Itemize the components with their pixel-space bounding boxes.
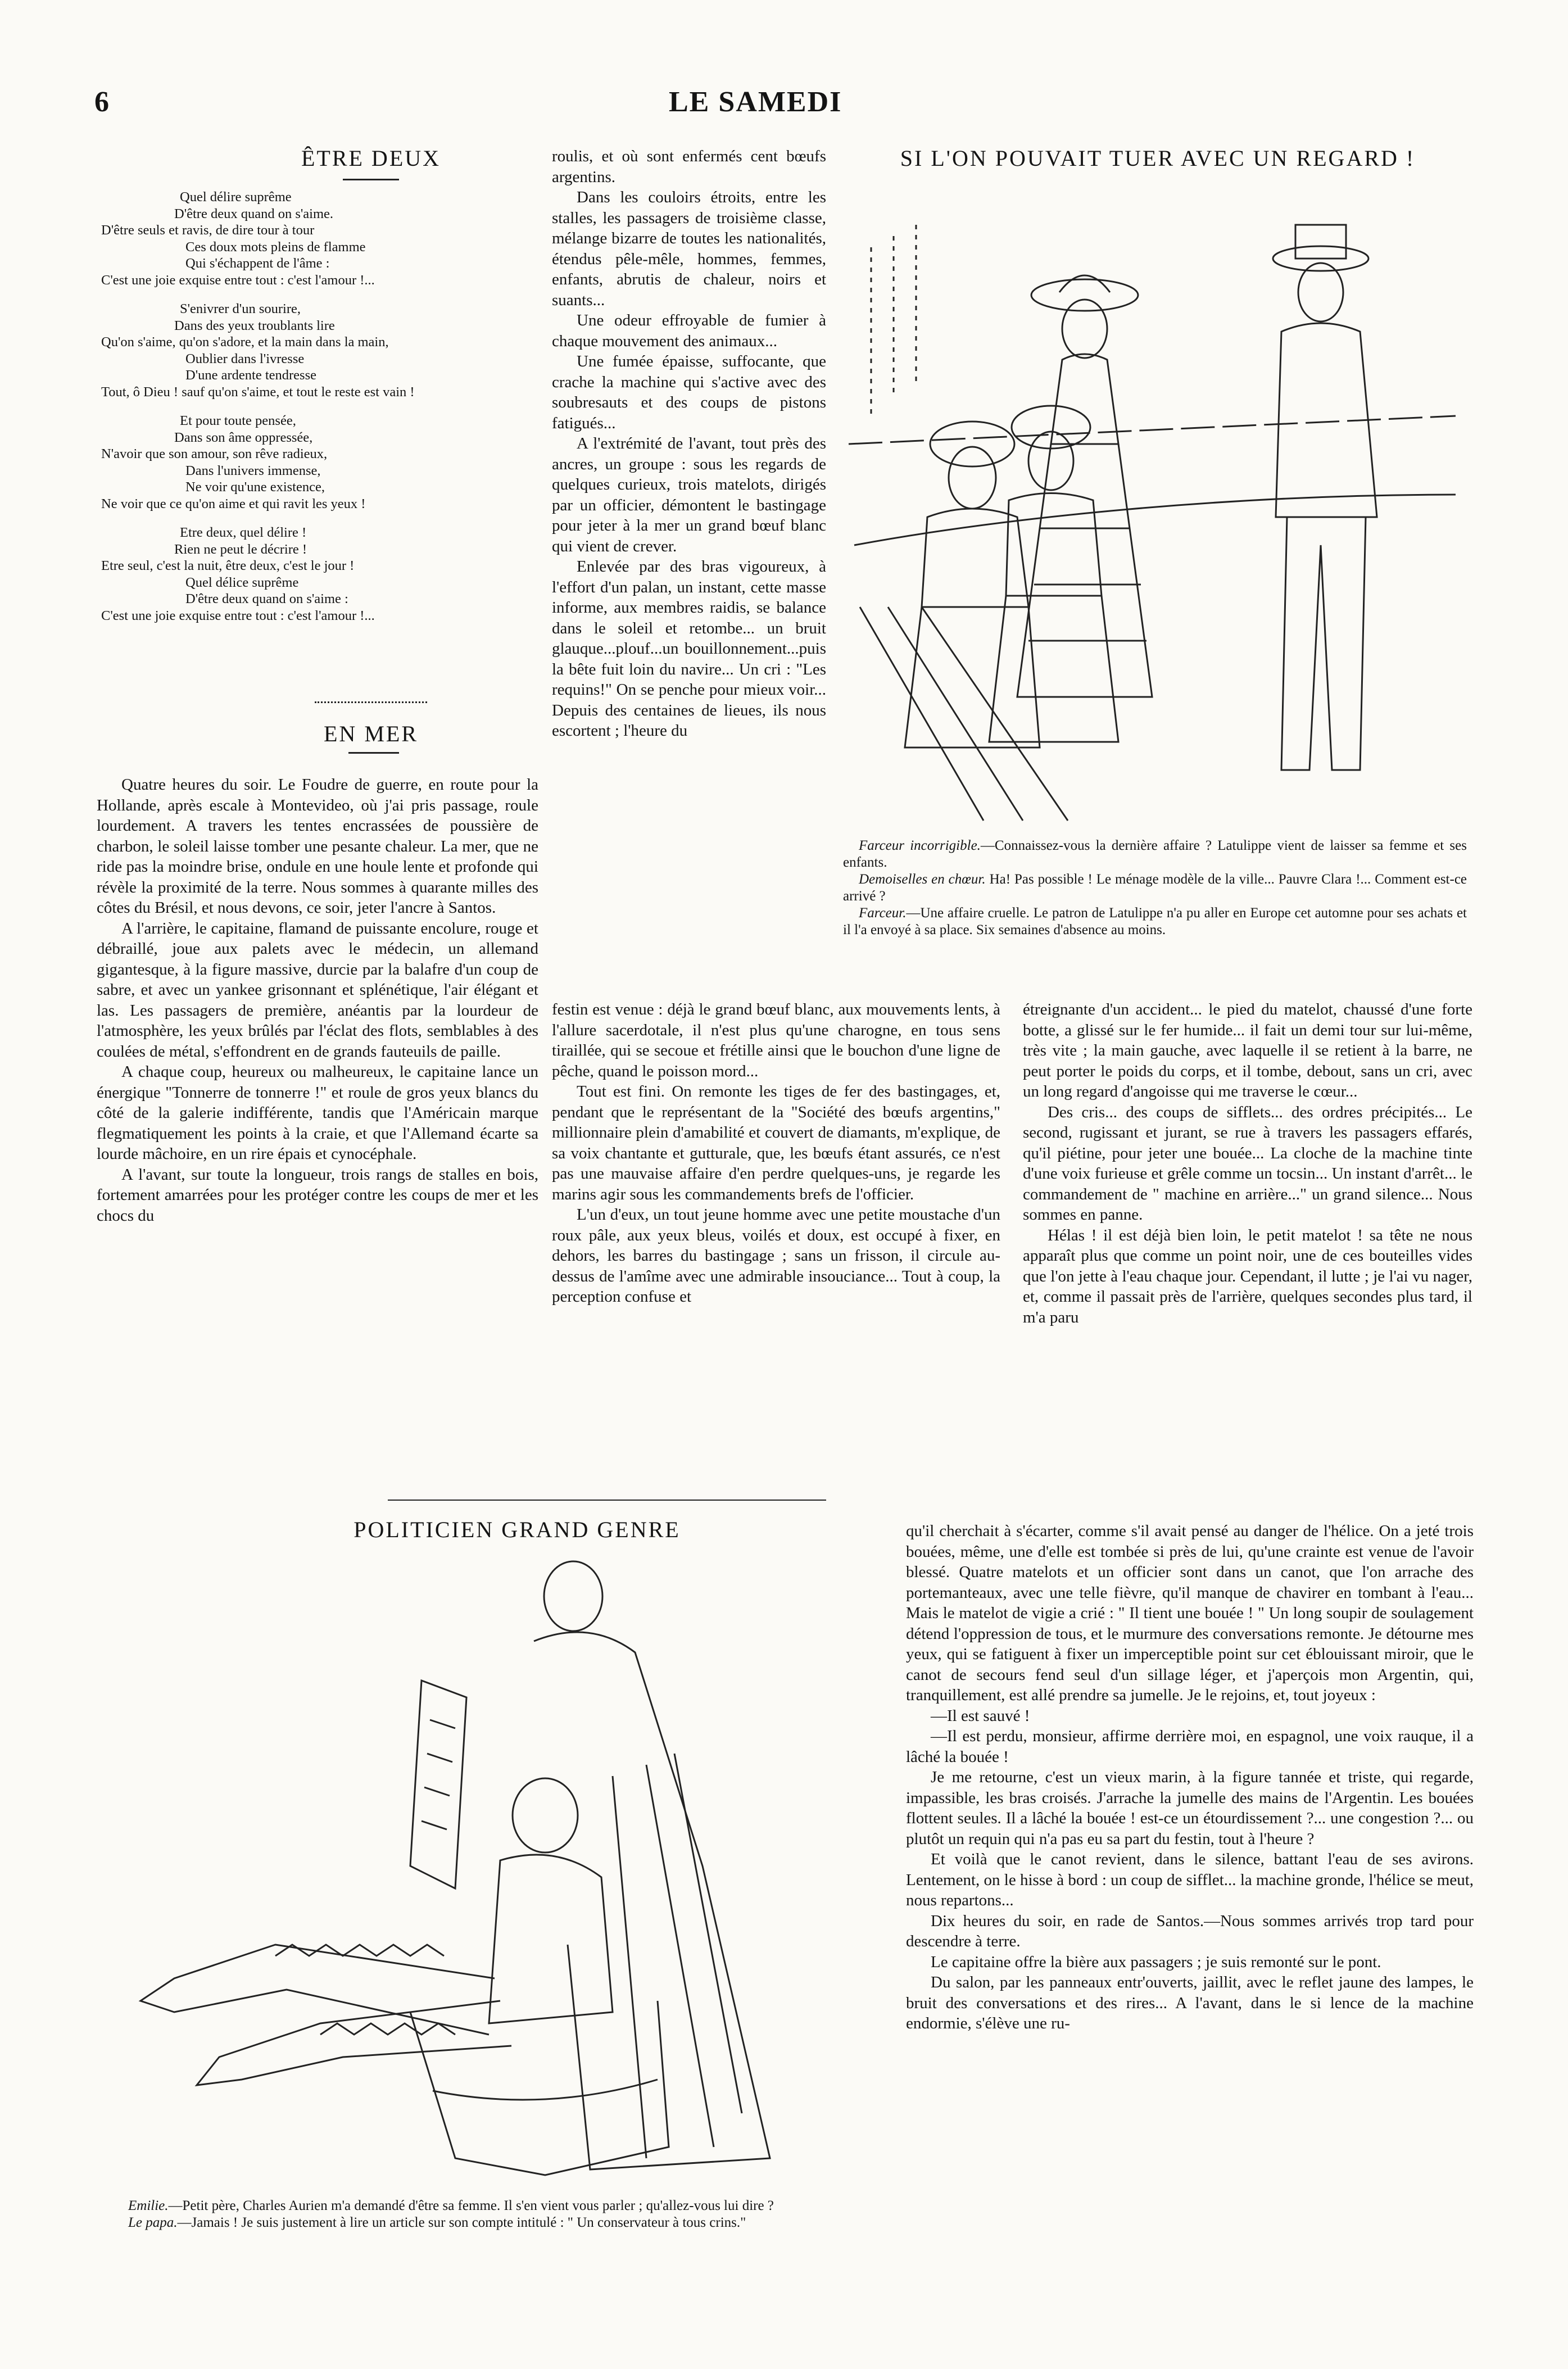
poem-line: Dans son âme oppressée, [174,429,313,445]
poem-stanza [101,413,540,512]
caption-speaker: Demoiselles en chœur. [859,872,986,887]
story-paragraph: A chaque coup, heureux ou malheureux, le capitaine lance un énergique "Tonnerre de tonnerre !" et roule de gros yeux blancs du côté de la galerie indifférente, tandis que l'Américain marque flegmatiquement les points à la craie, et que l'Allemand écarte sa lourde mâchoire, en un rire épais et cynocéphale. [97,1063,538,1163]
story-column-2 [552,146,826,741]
poem-line: D'être seuls et ravis, de dire tour à tour [101,223,315,238]
poem-line: C'est une joie exquise entre tout : c'est l'amour !... [101,272,375,288]
story-paragraph: Quatre heures du soir. Le Foudre de guerre, en route pour la Hollande, après escale à Montevideo, où j'ai pris passage, roule lourdement. A travers les tentes encrassées de poussière de charbon, le soleil laisse tomber une pesante chaleur. La mer, que ne ride pas la moindre brise, ondule en une houle lente et profonde qui révèle la proximité de la terre. Nous sommes à quarante milles des côtes du Brésil, et nous devons, ce soir, jeter l'ancre à Santos. [97,776,538,917]
caption-speaker: Farceur incorrigible. [859,838,981,853]
poem-line: D'être deux quand on s'aime. [174,206,334,221]
story-paragraph: roulis, et où sont enfermés cent bœufs argentins. [552,147,826,186]
caption-line [112,2214,894,2231]
story-paragraph: festin est venue : déjà le grand bœuf blanc, aux mouvements lents, à l'allure sacerdotale, il n'est plus qu'une charogne, en tous sens tiraillée, qui se secoue et frétille ainsi que le bouchon d'une ligne de pêche, quand le poisson mord... [552,1000,1000,1080]
story-column-3-continued [906,1521,1474,2034]
poem-stanza [101,524,540,624]
story-paragraph: Le capitaine offre la bière aux passagers ; je suis remonté sur le pont. [931,1953,1381,1971]
poem-line: N'avoir que son amour, son rêve radieux, [101,446,328,461]
poem-end-rule [315,701,427,703]
caption-line [843,837,1467,871]
story-paragraph: Enlevée par des bras vigoureux, à l'effort d'un palan, un instant, cette masse informe, aux membres raidis, se balance dans le soleil et retombe... un bruit glauque...plouf...un bouillonnement...puis la bête fuit loin du navire... Un cri : "Les requins!" On se penche pour mieux voir... Depuis des centaines de lieues, ils nous escortent ; l'heure du [552,558,826,740]
caption-line [112,2198,894,2214]
poem-line: Dans des yeux troublants lire [174,318,335,333]
story-paragraph: Hélas ! il est déjà bien loin, le petit matelot ! sa tête ne nous apparaît plus que comme un point noir, une de ces bouteilles vides que l'on jette à l'eau chaque jour. Cependant, il lutte ; je l'ai vu nager, et, comme il passait près de l'arrière, quelques secondes plus tard, il m'a paru [1023,1226,1472,1326]
poem-stanza [101,301,540,400]
story-paragraph: —Il est perdu, monsieur, affirme derrière moi, en espagnol, une voix rauque, il a lâché la bouée ! [906,1727,1474,1766]
cartoon-bottom-title: POLITICIEN GRAND GENRE [354,1517,681,1542]
poem-title: ÊTRE DEUX [301,146,441,171]
poem-line: Etre deux, quel délire ! [180,525,307,540]
poem-line: Et pour toute pensée, [180,413,296,428]
story-title: EN MER [324,721,418,746]
poem-body [101,189,540,636]
poem-line: Etre seul, c'est la nuit, être deux, c'est le jour ! [101,558,355,573]
page-number: 6 [94,86,110,118]
story-paragraph: L'un d'eux, un tout jeune homme avec une petite moustache d'un roux pâle, aux yeux bleus, voilés et doux, est occupé à fixer, en dehors, les barres du bastingage ; sans un frisson, il circule au-dessus de l'amîme avec une admirable insouciance... Tout à coup, la perception confuse et [552,1206,1000,1306]
story-paragraph: A l'avant, sur toute la longueur, trois rangs de stalles en bois, fortement amarrées pour les protéger contre les coups de mer et les chocs du [97,1165,538,1225]
poem-line: D'être deux quand on s'aime : [185,591,348,606]
story-paragraph: qu'il cherchait à s'écarter, comme s'il avait pensé au danger de l'hélice. On a jeté trois bouées, même, une d'elle est tombée si près de lui, qu'une crainte est venue de l'avoir blessé. Quatre matelots et un officier sont dans un canot, que l'on arrache des portemanteaux, avec une telle fièvre, qu'il manque de chavirer en tombant à l'eau... Mais le matelot de vigie a crié : " Il tient une bouée ! " Un long soupir de soulagement détend l'oppression de tous, et le murmure des conversations remonte. Je détourne mes yeux, qui se fatiguent à fixer un imperceptible point sur cet éblouissant miroir, que le canot de secours fend seul d'un sillage léger, et j'aperçois mon Argentin, qui, tranquillement, est allé prendre sa jumelle. Je le rejoins, et, tout joyeux : [906,1522,1474,1704]
caption-line [843,905,1467,939]
cartoon-bottom-illustration [107,1551,894,2192]
caption-speaker: Farceur. [859,905,907,921]
story-paragraph: étreignante d'un accident... le pied du matelot, chaussé d'une forte botte, a glissé sur le fer humide... il fait un demi tour sur lui-même, très vite ; la main gauche, avec laquelle il se retient à la barre, ne peut porter le poids du corps, et il tombe, debout, sans un cri, avec un long regard d'angoisse qui me traverse le cœur... [1023,1000,1472,1100]
story-title-rule [348,752,399,754]
poem-line: S'enivrer d'un sourire, [180,301,301,316]
story-paragraph: Dans les couloirs étroits, entre les stalles, les passagers de troisième classe, mélange bizarre de toutes les nationalités, étendus pêle-mêle, hommes, femmes, enfants, abrutis de chaleur, noirs et suants... [552,188,826,309]
poem-stanza [101,189,540,288]
story-paragraph: Une fumée épaisse, suffocante, que crache la machine qui s'active avec des soubresauts et des coups de pistons fatigués... [552,352,826,432]
caption-text: —Une affaire cruelle. Le patron de Latulippe n'a pu aller en Europe cet automne pour ses achats et il l'a envoyé à sa place. Six semaines d'absence au moins. [843,905,1467,937]
story-column-3 [1023,999,1472,1328]
caption-speaker: Le papa. [128,2215,178,2230]
caption-line [843,871,1467,905]
story-paragraph: Du salon, par les panneaux entr'ouverts, jaillit, avec le reflet jaune des lampes, le bruit des conversations et des rires... A l'avant, dans le si lence de la machine endormie, s'élève une ru- [906,1973,1474,2032]
poem-line: Quel délice suprême [185,574,299,590]
story-paragraph: Des cris... des coups de sifflets... des ordres précipités... Le second, rugissant et jurant, se rue à travers les passagers effarés, qu'il piétine, pour jeter une bouée... La cloche de la machine tinte d'une voix furieuse et grêle comme un tocsin... Un instant d'arrêt... le commandement de " machine en arrière..." un grand silence... Nous sommes en panne. [1023,1103,1472,1224]
story-paragraph: A l'extrémité de l'avant, tout près des ancres, un groupe : sous les regards de quelques curieux, trois matelots, dirigés par un officier, démontent le bastingage pour jeter à la mer un grand bœuf blanc qui vient de crever. [552,434,826,555]
story-paragraph: —Il est sauvé ! [931,1706,1030,1725]
story-paragraph: Je me retourne, c'est un vieux marin, à la figure tannée et triste, qui regarde, impassible, les bras croisés. J'arrache la jumelle des mains de l'Argentin. Les bouées flottent seules. Il a lâché la bouée ! est-ce un étourdissement ?... une congestion ?... ou plutôt un requin qui n'a pas eu sa part du festin, tout à l'heure ? [906,1768,1474,1848]
poem-line: Qu'on s'aime, qu'on s'adore, et la main dans la main, [101,334,389,350]
poem-line: Quel délire suprême [180,189,292,205]
caption-text: —Connaissez-vous la dernière affaire ? Latulippe vient de laisser sa femme et ses enfants. [843,838,1467,870]
poem-line: Dans l'univers immense, [185,463,321,478]
poem-title-rule [343,179,399,180]
cartoon-bottom-top-rule [388,1500,826,1501]
poem-line: Ne voir qu'une existence, [185,479,325,495]
poem-line: Rien ne peut le décrire ! [174,541,307,557]
story-paragraph: Tout est fini. On remonte les tiges de fer des bastingages, et, pendant que le représentant de la "Société des bœufs argentins," millionnaire plein d'amabilité et couvert de diamants, m'explique, de sa voix chantante et gutturale, que, les bœufs étant assurés, ce n'est pas une mauvaise affaire d'en perdre quelques-uns, je regarde les marins agir sous les commandements brefs de l'officier. [552,1082,1000,1203]
poem-line: Tout, ô Dieu ! sauf qu'on s'aime, et tout le reste est vain ! [101,384,415,400]
caption-speaker: Emilie. [128,2198,169,2213]
poem-line: Qui s'échappent de l'âme : [185,256,330,271]
poem-line: Ne voir que ce qu'on aime et qui ravit les yeux ! [101,496,366,511]
cartoon-top-title: SI L'ON POUVAIT TUER AVEC UN REGARD ! [900,146,1416,171]
cartoon-bottom-caption [112,2198,894,2231]
caption-text: Ha! Pas possible ! Le ménage modèle de la ville... Pauvre Clara !... Comment est-ce arrivé ? [843,872,1467,904]
caption-text: —Petit père, Charles Aurien m'a demandé d'être sa femme. Il s'en vient vous parler ; qu'allez-vous lui dire ? [168,2198,774,2213]
story-paragraph: A l'arrière, le capitaine, flamand de puissante encolure, rouge et débraillé, joue aux palets avec le médecin, un allemand gigantesque, à la figure massive, durcie par la balafre d'un coup de sabre, et avec un yankee grisonnant et splénétique, l'air élégant et las. Les passagers de première, anéantis par la lourdeur de l'atmosphère, les yeux brûlés par l'éclat des flots, semblables à des coulées de métal, s'effondrent en de grands fauteuils de paille. [97,919,538,1061]
story-column-2-continued [552,999,1000,1307]
cartoon-top-illustration [837,180,1467,832]
story-column-1 [97,774,538,1226]
poem-line: Oublier dans l'ivresse [185,351,305,366]
poem-line: D'une ardente tendresse [185,368,316,383]
newspaper-title: LE SAMEDI [669,86,842,118]
cartoon-top-caption [843,837,1467,939]
story-paragraph: Dix heures du soir, en rade de Santos.—Nous sommes arrivés trop tard pour descendre à terre. [906,1911,1474,1950]
caption-text: —Jamais ! Je suis justement à lire un article sur son compte intitulé : " Un conservateur à tous crins." [177,2215,746,2230]
story-paragraph: Une odeur effroyable de fumier à chaque mouvement des animaux... [552,311,826,350]
poem-line: Ces doux mots pleins de flamme [185,239,366,255]
poem-line: C'est une joie exquise entre tout : c'est l'amour !... [101,608,375,623]
story-paragraph: Et voilà que le canot revient, dans le silence, battant l'eau de ses avirons. Lentement, on le hisse à bord : un coup de sifflet... la machine gronde, l'hélice se meut, nous repartons... [906,1850,1474,1909]
